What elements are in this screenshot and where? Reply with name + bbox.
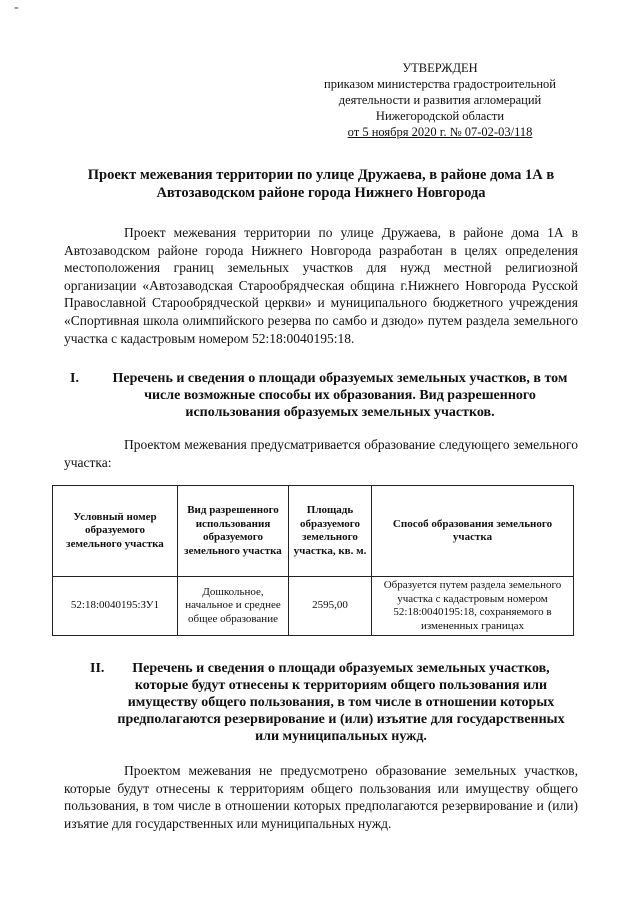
table-header-cell: Условный номер образуемого земельного участка <box>53 486 178 577</box>
table-header-cell: Вид разрешенного использования образуемого земельного участка <box>178 486 289 577</box>
approval-order-number: от 5 ноября 2020 г. № 07-02-03/118 <box>347 125 533 139</box>
approval-line: Нижегородской области <box>375 109 505 123</box>
land-plot-table <box>52 485 574 636</box>
table-header-row <box>53 486 574 577</box>
table-header-cell: Площадь образуемого земельного участка, кв. м. <box>289 486 372 577</box>
approval-title: УТВЕРЖДЕН <box>402 61 478 75</box>
approval-block <box>300 60 580 140</box>
approval-line: деятельности и развития агломераций <box>338 93 542 107</box>
section-2-paragraph: Проектом межевания не предусмотрено образование земельных участков, которые будут отнесены к территориям общего пользования или имуществу общего пользования, в том числе в отношении которых предполагаются резервирование и (или) изъятие для государственных или муниципальных нужд. <box>64 763 578 831</box>
section-number: I. <box>70 371 79 386</box>
section-1-paragraph: Проектом межевания предусматривается образование следующего земельного участка: <box>64 437 578 470</box>
table-row <box>53 577 574 636</box>
plot-number-cell: 52:18:0040195:ЗУ1 <box>53 577 178 636</box>
section-title: Перечень и сведения о площади образуемых земельных участков, которые будут отнесены к территориям общего пользования или имуществу общего пользования, в том числе в отношении которых предполагаются резервирование и (или) изъятие для государственных или муниципальных нужд. <box>117 661 565 744</box>
document-title: Проект межевания территории по улице Дружаева, в районе дома 1А в Автозаводском районе города Нижнего Новгорода <box>87 167 555 201</box>
section-1-heading <box>64 370 578 421</box>
table-header-cell: Способ образования земельного участка <box>372 486 574 577</box>
formation-method-cell: Образуется путем раздела земельного участка с кадастровым номером 52:18:0040195:18, сохраняемого в измененных границах <box>372 577 574 636</box>
area-cell: 2595,00 <box>289 577 372 636</box>
section-title: Перечень и сведения о площади образуемых земельных участков, в том числе возможные способы их образования. Вид разрешенного использования образуемых земельных участков. <box>112 371 568 420</box>
permitted-use-cell: Дошкольное, начальное и среднее общее образование <box>178 577 289 636</box>
section-2-heading <box>64 660 578 745</box>
intro-paragraph: Проект межевания территории по улице Дружаева, в районе дома 1А в Автозаводском районе города Нижнего Новгорода разработан в целях определения местоположения границ земельных участков для нужд местной религиозной организации «Автозаводская Старообрядческая община г.Нижнего Новгорода Русской Православной Старообрядческой церкви» и муниципального бюджетного учреждения «Спортивная школа олимпийского резерва по самбо и дзюдо» путем раздела земельного участка с кадастровым номером 52:18:0040195:18. <box>64 225 578 346</box>
approval-line: приказом министерства градостроительной <box>324 77 556 91</box>
page-mark: - <box>14 0 19 15</box>
section-number: II. <box>90 661 105 676</box>
